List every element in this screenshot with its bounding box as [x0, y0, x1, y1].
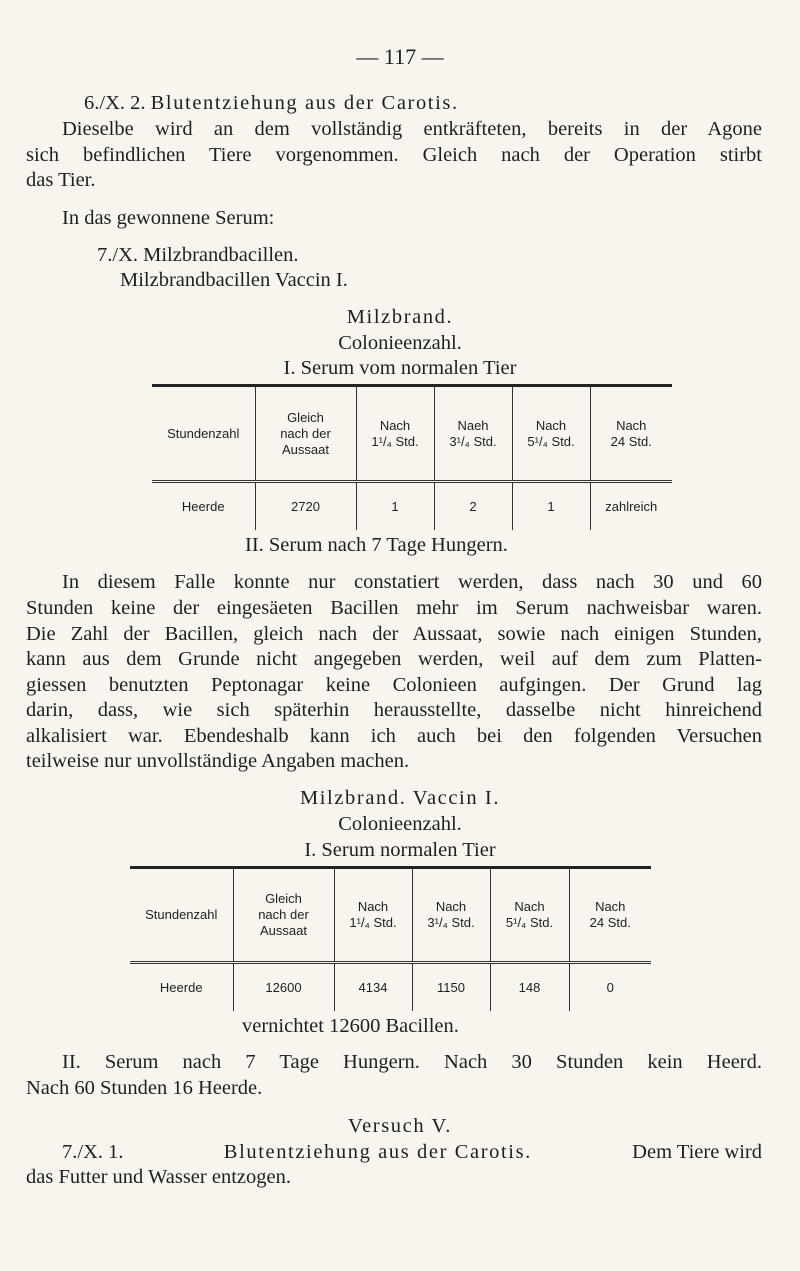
table-cell: zahlreich	[590, 482, 672, 530]
section2-note: vernichtet 12600 Bacillen.	[242, 1015, 459, 1037]
intro-line-7: Milzbrandbacillen Vaccin I.	[120, 269, 348, 291]
header-nach-24: Nach 24 Std.	[569, 868, 651, 963]
serum2b-line-1: II. Serum nach 7 Tage Hungern. Nach 30 Stunden kein Heerd.	[62, 1051, 762, 1073]
section2-serum: I. Serum normalen Tier	[304, 839, 496, 861]
header-nach-3: Naeh 3¹/₄ Std.	[434, 386, 512, 482]
intro-line-4: das Tier.	[26, 169, 96, 191]
versuch-line-2: das Futter und Wasser entzogen.	[26, 1166, 291, 1188]
paragraph-line-3: Die Zahl der Bacillen, gleich nach der Aussaat, sowie nach einigen Stunden,	[26, 623, 762, 645]
table-cell: 2	[434, 482, 512, 530]
table-cell: 1	[512, 482, 590, 530]
header-stundenzahl: Stundenzahl	[167, 425, 240, 441]
paragraph-line-8: teilweise nur unvollständige Angaben machen.	[26, 750, 410, 772]
section1-serum: I. Serum vom normalen Tier	[283, 357, 517, 379]
table-cell: 1150	[412, 963, 490, 1011]
table-cell: 4134	[334, 963, 412, 1011]
section2-subtitle: Colonieenzahl.	[338, 813, 462, 835]
colony-table-2	[130, 866, 651, 1011]
header-gleich: Gleich nach der Aussaat	[255, 386, 356, 482]
intro-line-1: 6./X. 2. Blutentziehung aus der Carotis.	[84, 92, 459, 114]
page-number: — 117 —	[356, 44, 444, 69]
table-row	[152, 482, 672, 530]
serum2b-line-2: Nach 60 Stunden 16 Heerde.	[26, 1077, 263, 1099]
header-nach-24: Nach 24 Std.	[590, 386, 672, 482]
header-nach-5: Nach 5¹/₄ Std.	[490, 868, 569, 963]
intro-line-3: sich befindlichen Tiere vorgenommen. Gleich nach der Operation stirbt	[26, 144, 762, 166]
header-nach-3: Nach 3¹/₄ Std.	[412, 868, 490, 963]
header-gleich: Gleich nach der Aussaat	[233, 868, 334, 963]
colony-table-1	[152, 384, 672, 530]
versuch-title: Versuch V.	[347, 1115, 453, 1137]
serum2-heading: II. Serum nach 7 Tage Hungern.	[245, 534, 508, 556]
intro-line-2: Dieselbe wird an dem vollständig entkräfteten, bereits in der Agone	[62, 118, 762, 140]
paragraph-line-5: giessen benutzten Peptonagar keine Colonieen aufgingen. Der Grund lag	[26, 674, 762, 696]
header-nach-1: Nach 1¹/₄ Std.	[334, 868, 412, 963]
header-stundenzahl: Stundenzahl	[145, 907, 218, 922]
header-nach-5: Nach 5¹/₄ Std.	[512, 386, 590, 482]
table-cell: 2720	[255, 482, 356, 530]
header-nach-1: Nach 1¹/₄ Std.	[356, 386, 434, 482]
paragraph-line-6: darin, dass, wie sich späterhin herausstellte, dasselbe nicht hinreichend	[26, 699, 762, 721]
table-row	[130, 963, 651, 1011]
paragraph-line-1: In diesem Falle konnte nur constatiert werden, dass nach 30 und 60	[62, 571, 762, 593]
paragraph-line-2: Stunden keine der eingesäeten Bacillen mehr im Serum nachweisbar waren.	[26, 597, 762, 619]
intro-line-5: In das gewonnene Serum:	[62, 207, 275, 229]
table-cell: 0	[569, 963, 651, 1011]
table-cell: Heerde	[181, 498, 225, 514]
table-cell: 1	[356, 482, 434, 530]
table-cell: 148	[490, 963, 569, 1011]
section1-subtitle: Colonieenzahl.	[338, 332, 462, 354]
table-cell: 12600	[233, 963, 334, 1011]
section2-title: Milzbrand. Vaccin I.	[299, 787, 501, 809]
versuch-line-1: 7./X. 1. Blutentziehung aus der Carotis. Dem Tiere wird	[62, 1141, 762, 1163]
paragraph-line-4: kann aus dem Grunde nicht angegeben werden, weil auf dem zum Platten-	[26, 648, 762, 670]
section1-title: Milzbrand.	[346, 306, 454, 328]
paragraph-line-7: alkalisiert war. Ebendeshalb kann ich auch bei den folgenden Versuchen	[26, 725, 762, 747]
table-cell: Heerde	[159, 979, 203, 995]
intro-line-6: 7./X. Milzbrandbacillen.	[97, 244, 299, 266]
